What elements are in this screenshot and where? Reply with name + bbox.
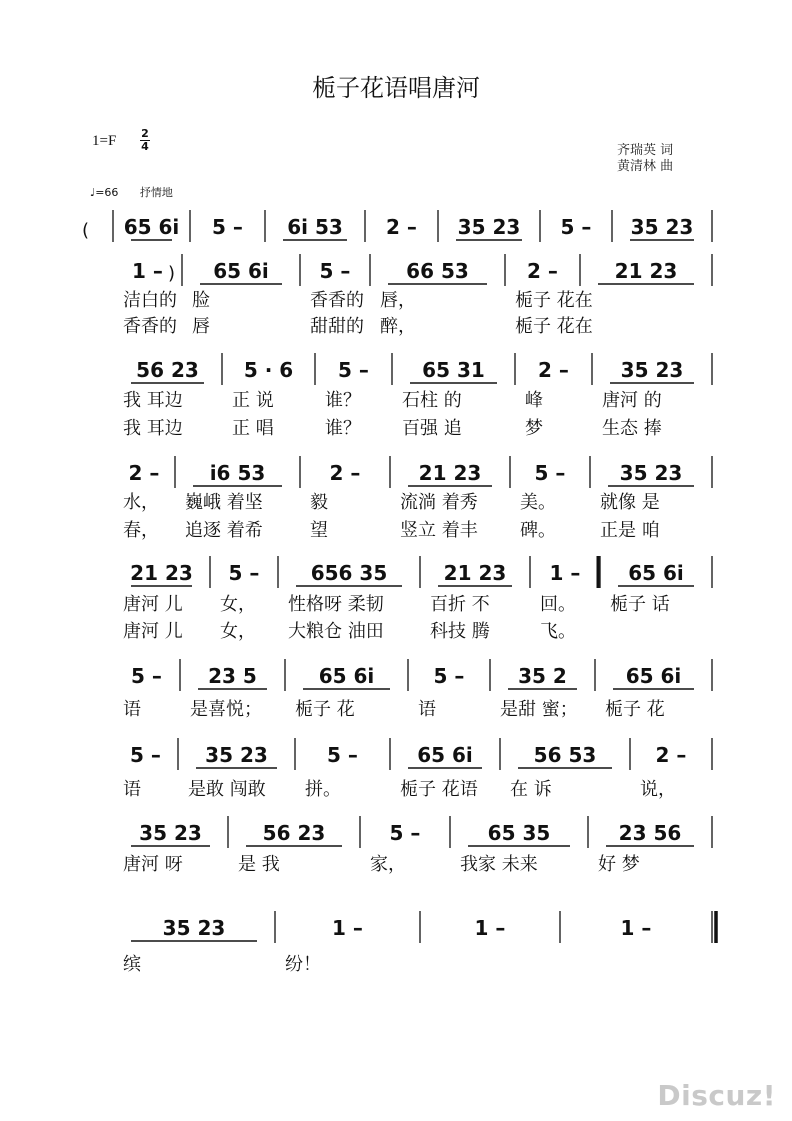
note-group: 5 –	[228, 561, 260, 585]
note-group: 1 –	[549, 561, 581, 585]
note-group: 35 23	[162, 916, 226, 940]
lyric-syllable: 美。	[520, 492, 556, 513]
bracket-close: )	[168, 263, 176, 284]
expression-marking: 抒情地	[139, 186, 173, 199]
lyric-syllable: 栀子 话	[610, 594, 670, 615]
lyric-syllable: 流淌 着秀	[400, 492, 478, 513]
note-group: 21 23	[130, 561, 193, 585]
lyric-syllable: 生态 捧	[602, 418, 662, 439]
key-signature: 1=F	[92, 133, 117, 149]
note-group: 6i 53	[287, 215, 343, 239]
lyric-syllable: 性格呀 柔韧	[288, 594, 384, 615]
lyric-syllable: 梦	[525, 418, 543, 439]
lyric-syllable: 飞。	[540, 621, 576, 642]
note-group: 35 23	[619, 461, 683, 485]
note-group: 65 6i	[318, 664, 375, 688]
note-group: 21 23	[614, 259, 678, 283]
lyric-syllable: 甜甜的	[310, 316, 364, 337]
lyric-syllable: 百强 追	[402, 418, 462, 439]
lyric-syllable: 谁？	[325, 418, 361, 439]
lyric-syllable: 栀子 花	[605, 699, 665, 720]
lyric-syllable: 家，	[370, 854, 406, 875]
bracket-open: (	[82, 220, 90, 241]
note-group: 65 31	[422, 358, 485, 382]
note-group: 21 23	[418, 461, 482, 485]
lyric-syllable: 我 耳边	[123, 390, 183, 411]
note-group: 65 6i	[628, 561, 684, 585]
lyric-syllable: 正是 咱	[600, 520, 660, 541]
page-title: 栀子花语唱唐河	[312, 74, 480, 102]
lyric-syllable: 唐河 的	[602, 390, 662, 411]
note-group: 1 –	[474, 916, 506, 940]
lyric-syllable: 在 诉	[510, 779, 552, 800]
note-group: i6 53	[209, 461, 266, 485]
note-group: 5 –	[389, 821, 421, 845]
note-group: 5 –	[212, 215, 243, 239]
note-group: 5 –	[534, 461, 566, 485]
lyric-syllable: 脸	[192, 290, 210, 311]
note-group: 2 –	[329, 461, 361, 485]
lyric-syllable: 语	[418, 699, 436, 720]
lyric-syllable: 水，	[123, 492, 159, 513]
lyric-syllable: 栀子 花在	[515, 290, 593, 311]
note-group: 65 6i	[417, 743, 473, 767]
lyric-syllable: 女，	[220, 594, 256, 615]
lyric-syllable: 栀子 花语	[400, 779, 478, 800]
lyric-syllable: 正 唱	[232, 418, 274, 439]
lyric-syllable: 香香的	[310, 290, 364, 311]
note-group: 5 –	[560, 215, 592, 239]
tempo-value: ♩=66	[90, 186, 119, 199]
lyric-syllable: 大粮仓 油田	[288, 621, 384, 642]
lyric-syllable: 唇	[192, 316, 210, 337]
lyric-syllable: 是敢 闯敢	[188, 779, 266, 800]
lyric-syllable: 栀子 花	[295, 699, 355, 720]
lyric-syllable: 科技 腾	[430, 621, 490, 642]
lyric-syllable: 唐河 儿	[123, 594, 183, 615]
lyric-syllable: 正 说	[232, 390, 274, 411]
note-group: 656 35	[310, 561, 388, 585]
lyric-syllable: 追逐 着希	[185, 520, 263, 541]
lyric-syllable: 香香的	[123, 316, 177, 337]
note-group: 56 23	[262, 821, 326, 845]
note-group: 35 23	[620, 358, 684, 382]
lyricist-credit: 齐瑞英 词	[617, 143, 674, 158]
lyric-syllable: 毅	[310, 492, 328, 513]
lyric-syllable: 我 耳边	[123, 418, 183, 439]
lyric-syllable: 说，	[640, 779, 676, 800]
lyric-syllable: 石柱 的	[402, 390, 462, 411]
note-group: 5 · 6	[243, 358, 294, 382]
time-signature-top: 2	[141, 127, 149, 140]
note-group: 2 –	[527, 259, 558, 283]
note-group: 23 56	[618, 821, 682, 845]
lyric-syllable: 栀子 花在	[515, 316, 593, 337]
lyric-syllable: 语	[123, 699, 141, 720]
note-group: 65 35	[487, 821, 551, 845]
note-group: 5 –	[319, 259, 351, 283]
lyric-syllable: 唇，	[380, 290, 416, 311]
note-group: 56 23	[136, 358, 199, 382]
note-group: 2 –	[538, 358, 569, 382]
note-group: 65 6i	[213, 259, 269, 283]
note-group: 5 –	[327, 743, 358, 767]
lyric-syllable: 唐河 呀	[123, 854, 183, 875]
lyric-syllable: 巍峨 着坚	[185, 492, 263, 513]
note-group: 5 –	[433, 664, 465, 688]
lyric-syllable: 语	[123, 779, 141, 800]
note-group: 23 5	[208, 664, 257, 688]
lyric-syllable: 百折 不	[430, 594, 490, 615]
lyric-syllable: 女，	[220, 621, 256, 642]
lyric-syllable: 就像 是	[600, 492, 660, 513]
lyric-syllable: 纷！	[285, 954, 321, 975]
lyric-syllable: 峰	[525, 390, 543, 411]
lyric-syllable: 唐河 儿	[123, 621, 183, 642]
time-signature-bottom: 4	[141, 140, 149, 153]
note-group: 2 –	[386, 215, 417, 239]
note-group: 2 –	[128, 461, 160, 485]
note-group: 35 23	[205, 743, 268, 767]
lyric-syllable: 拼。	[305, 779, 341, 800]
note-group: 35 2	[518, 664, 567, 688]
note-group: 5 –	[338, 358, 369, 382]
lyric-syllable: 春，	[123, 520, 159, 541]
lyric-syllable: 回。	[540, 594, 576, 615]
note-group: 1 –	[620, 916, 652, 940]
note-group: 66 53	[406, 259, 469, 283]
lyric-syllable: 缤	[123, 954, 141, 975]
note-group: 1 –	[332, 916, 363, 940]
note-group: 1 –	[132, 259, 163, 283]
lyric-syllable: 我家 未来	[460, 854, 538, 875]
note-group: 5 –	[130, 743, 161, 767]
composer-credit: 黄清林 曲	[617, 159, 674, 174]
watermark: Discuz!	[657, 1079, 776, 1112]
lyric-syllable: 是甜 蜜；	[500, 699, 578, 720]
lyric-syllable: 谁？	[325, 390, 361, 411]
note-group: 2 –	[655, 743, 687, 767]
lyric-syllable: 是 我	[238, 854, 280, 875]
note-group: 35 23	[457, 215, 521, 239]
note-group: 5 –	[131, 664, 162, 688]
note-group: 35 23	[630, 215, 694, 239]
note-group: 56 53	[533, 743, 597, 767]
lyric-syllable: 洁白的	[123, 290, 177, 311]
note-group: 65 6i	[123, 215, 180, 239]
lyric-syllable: 是喜悦；	[190, 699, 262, 720]
lyric-syllable: 竖立 着丰	[400, 520, 478, 541]
lyric-syllable: 好 梦	[598, 854, 640, 875]
note-group: 21 23	[443, 561, 507, 585]
note-group: 35 23	[139, 821, 202, 845]
lyric-syllable: 望	[310, 520, 328, 541]
lyric-syllable: 醉，	[380, 316, 416, 337]
note-group: 65 6i	[625, 664, 682, 688]
lyric-syllable: 碑。	[520, 520, 556, 541]
